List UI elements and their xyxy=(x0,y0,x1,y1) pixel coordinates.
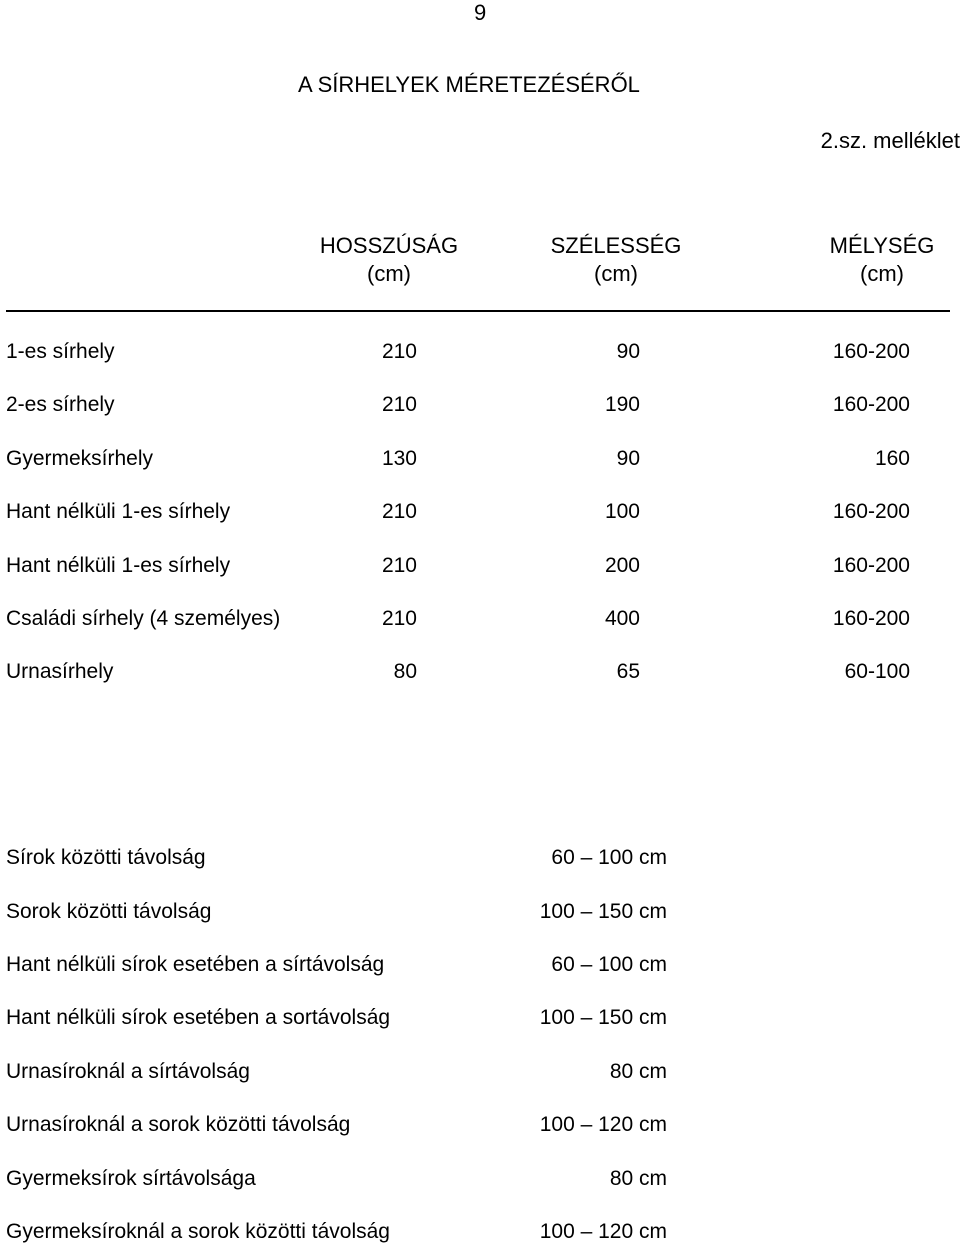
header-depth-unit: (cm) xyxy=(860,261,904,286)
length-value: 130 xyxy=(381,447,417,470)
distance-value: 80 cm xyxy=(609,1060,667,1083)
distance-label: Gyermeksíroknál a sorok közötti távolság xyxy=(6,1220,390,1243)
grave-type-label: Hant nélküli 1-es sírhely xyxy=(6,554,231,577)
grave-type-label: Urnasírhely xyxy=(6,660,114,683)
header-length-name: HOSSZÚSÁG xyxy=(319,233,459,258)
header-depth-name: MÉLYSÉG xyxy=(829,233,935,258)
grave-type-label: Hant nélküli 1-es sírhely xyxy=(6,500,231,523)
annex-label: 2.sz. melléklet xyxy=(820,128,960,153)
depth-value: 160-200 xyxy=(832,340,910,363)
distance-value: 100 – 120 cm xyxy=(539,1220,667,1243)
distance-label: Urnasíroknál a sírtávolság xyxy=(6,1060,250,1083)
distance-label: Hant nélküli sírok esetében a sírtávolság xyxy=(6,953,385,976)
depth-value: 160-200 xyxy=(832,500,910,523)
grave-type-label: 1-es sírhely xyxy=(6,340,115,363)
distance-label: Urnasíroknál a sorok közötti távolság xyxy=(6,1113,351,1136)
length-value: 210 xyxy=(381,554,417,577)
distance-value: 80 cm xyxy=(609,1167,667,1190)
width-value: 190 xyxy=(604,393,640,416)
depth-value: 160-200 xyxy=(832,393,910,416)
depth-value: 160-200 xyxy=(832,607,910,630)
width-value: 400 xyxy=(604,607,640,630)
length-value: 210 xyxy=(381,607,417,630)
page-number: 9 xyxy=(474,0,487,25)
depth-value: 160 xyxy=(874,447,910,470)
length-value: 210 xyxy=(381,340,417,363)
depth-value: 60-100 xyxy=(844,660,910,683)
depth-value: 160-200 xyxy=(832,554,910,577)
distance-label: Sírok közötti távolság xyxy=(6,846,206,869)
header-width-name: SZÉLESSÉG xyxy=(550,233,682,258)
width-value: 90 xyxy=(616,447,640,470)
header-length-unit: (cm) xyxy=(367,261,411,286)
length-value: 80 xyxy=(393,660,417,683)
distance-label: Sorok közötti távolság xyxy=(6,900,212,923)
width-value: 65 xyxy=(616,660,640,683)
header-rule xyxy=(6,310,950,312)
distance-label: Gyermeksírok sírtávolsága xyxy=(6,1167,256,1190)
grave-type-label: Gyermeksírhely xyxy=(6,447,154,470)
header-depth xyxy=(808,232,956,288)
header-length xyxy=(300,232,478,288)
header-width xyxy=(530,232,702,288)
distance-value: 100 – 150 cm xyxy=(539,1006,667,1029)
distance-value: 100 – 150 cm xyxy=(539,900,667,923)
length-value: 210 xyxy=(381,500,417,523)
width-value: 100 xyxy=(604,500,640,523)
grave-type-label: 2-es sírhely xyxy=(6,393,115,416)
header-width-unit: (cm) xyxy=(594,261,638,286)
distance-value: 60 – 100 cm xyxy=(551,846,667,869)
width-value: 200 xyxy=(604,554,640,577)
length-value: 210 xyxy=(381,393,417,416)
distance-label: Hant nélküli sírok esetében a sortávolság xyxy=(6,1006,391,1029)
distance-value: 60 – 100 cm xyxy=(551,953,667,976)
document-title: A SÍRHELYEK MÉRETEZÉSÉRŐL xyxy=(298,72,640,97)
width-value: 90 xyxy=(616,340,640,363)
distance-value: 100 – 120 cm xyxy=(539,1113,667,1136)
grave-type-label: Családi sírhely (4 személyes) xyxy=(6,607,281,630)
